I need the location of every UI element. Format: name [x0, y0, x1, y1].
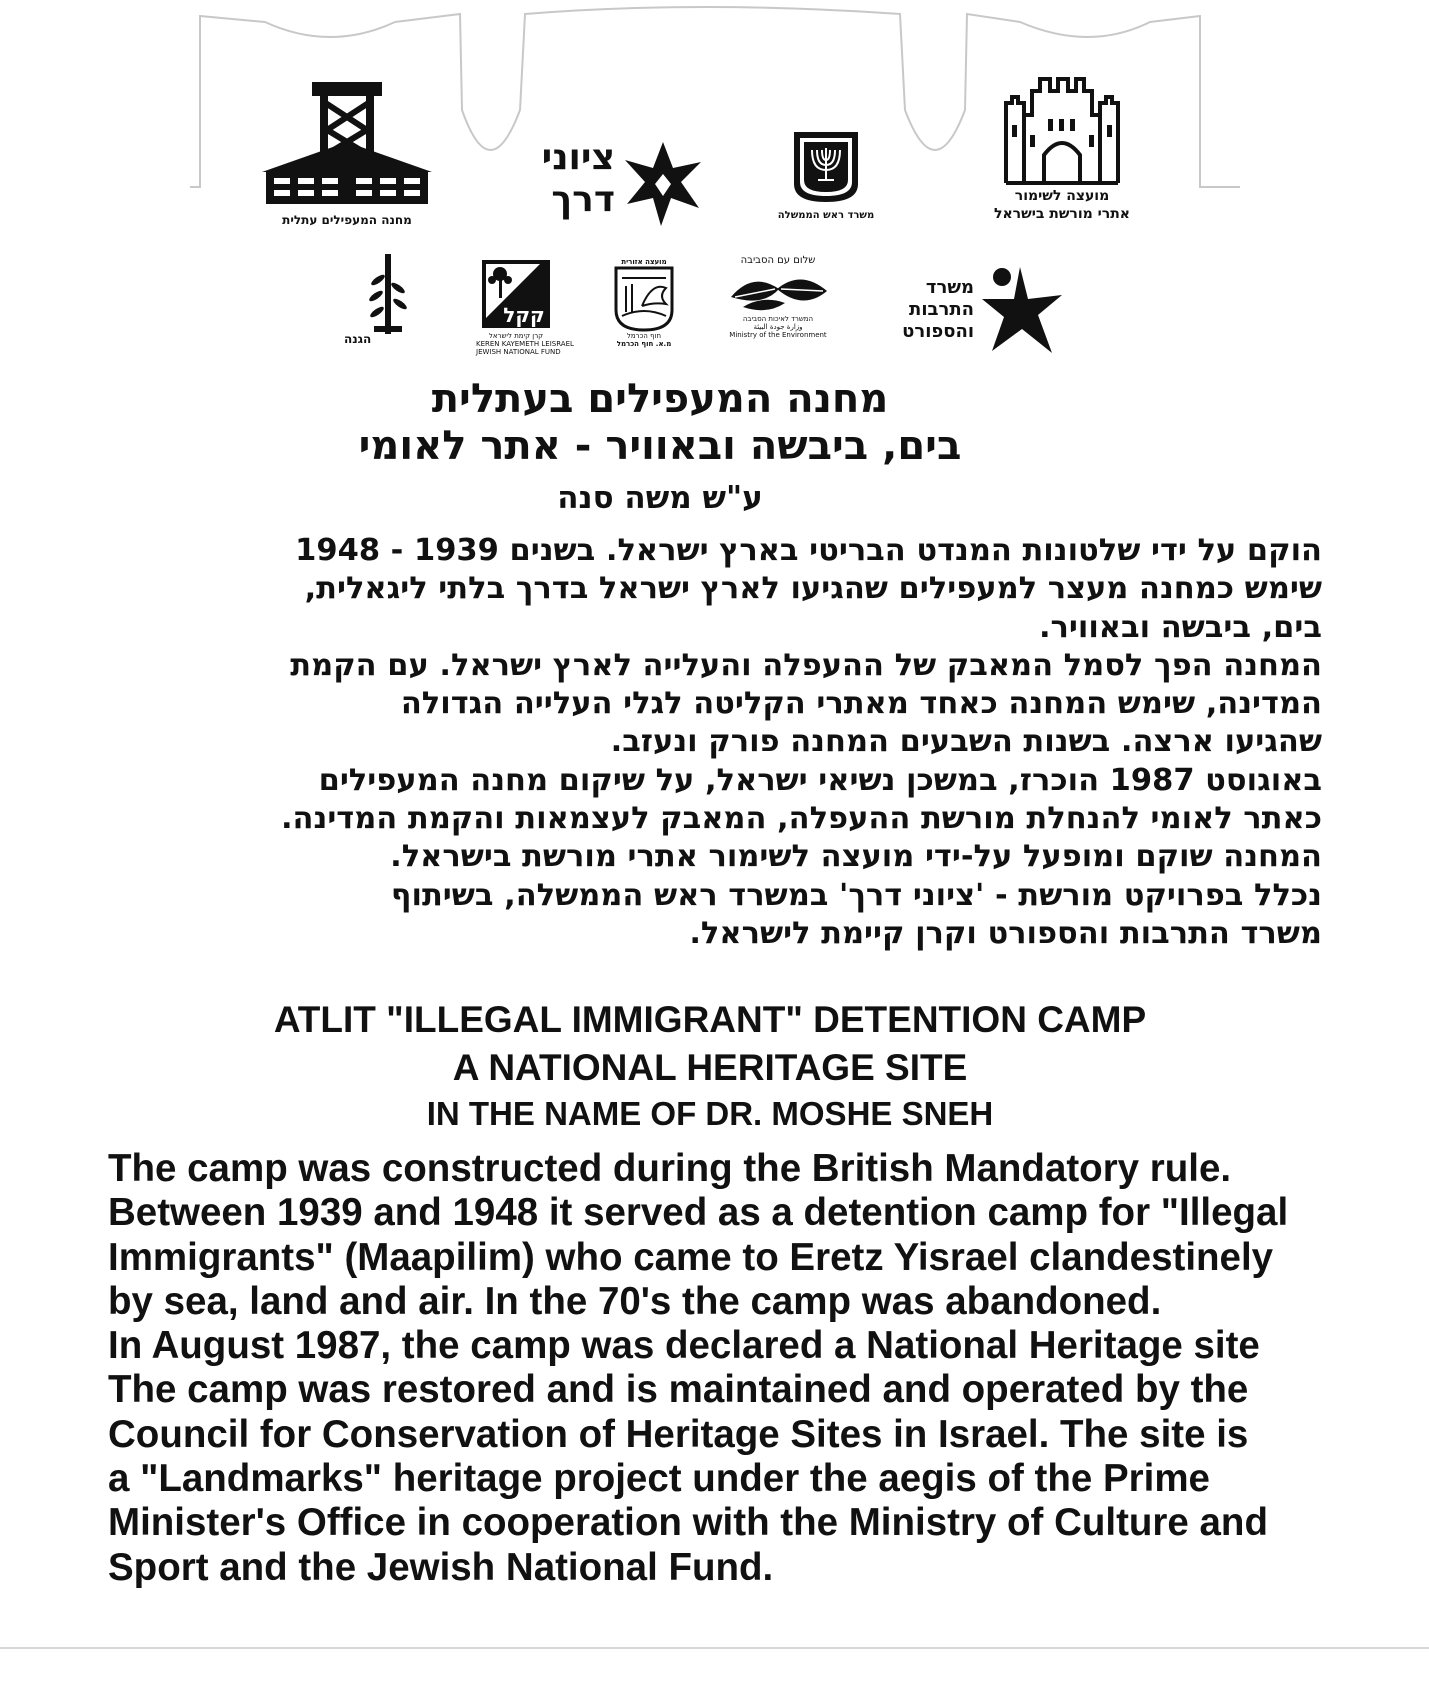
english-body-line: a "Landmarks" heritage project under the aegis of the Prime [108, 1457, 1210, 1501]
heritage-council-line2: אתרי מורשת בישראל [994, 206, 1130, 222]
hof-carmel-top: מועצה אזורית [621, 258, 667, 266]
environment-ministry-logo [718, 255, 838, 339]
kkl-caption1: קרן קימת לישראל [488, 332, 544, 340]
environment-top: שלום עם הסביבה [740, 255, 816, 266]
hebrew-body-line: המחנה שוקם ומופעל על-ידי מועצה לשימור אתרי מורשת בישראל. [390, 839, 1322, 875]
culture-sport-ministry-logo [892, 265, 1067, 355]
english-title-line3: IN THE NAME OF DR. MOSHE SNEH [426, 1095, 994, 1132]
hebrew-body-line: המדינה, שימש המחנה כאחד מאתרי הקליטה לגלי העלייה הגדולה [400, 686, 1322, 722]
leaves-dove-icon [723, 267, 833, 315]
hof-carmel-inner: חוף הכרמל [626, 332, 662, 340]
hebrew-body-line: נכלל בפרויקט מורשת - 'ציוני דרך' במשרד ראש הממשלה, בשיתוף [390, 877, 1322, 913]
watchtower-icon [262, 80, 432, 205]
english-body-line: The camp was constructed during the British Mandatory rule. [108, 1147, 1232, 1190]
haganah-caption: הגנה [344, 332, 372, 346]
hof-carmel-caption: מ.א. חוף הכרמל [616, 340, 672, 348]
english-title-line2: A NATIONAL HERITAGE SITE [452, 1047, 968, 1088]
culture-sport-line1: משרד [925, 277, 974, 298]
english-body-line: Between 1939 and 1948 it served as a detention camp for "Illegal [108, 1191, 1289, 1235]
kkl-letters: קקל [503, 303, 545, 327]
atlit-camp-logo [262, 80, 432, 227]
sword-olive-branch-icon [358, 250, 418, 345]
landmarks-line1: ציוני [541, 137, 615, 178]
hebrew-title-line1: מחנה המעפילים בעתלית [431, 376, 889, 422]
english-body [108, 1147, 1338, 1590]
hebrew-body-line: שהגיעו ארצה. בשנות השבעים המחנה פורק ונעזב. [610, 724, 1322, 760]
landmarks-logo [535, 138, 705, 228]
hebrew-body-line: באוגוסט 1987 הוכרז, במשכן נשיאי ישראל, על שיקום מחנה המעפילים [318, 762, 1322, 798]
english-title-line1: ATLIT "ILLEGAL IMMIGRANT" DETENTION CAMP [273, 999, 1147, 1040]
kkl-caption2: KEREN KAYEMETH LEISRAEL [476, 340, 574, 348]
menorah-emblem-icon [792, 130, 860, 204]
hebrew-body-line: שימש כמחנה מעצר למעפילים שהגיעו לארץ ישראל בדרך בלתי ליגאלית, [304, 571, 1322, 607]
kkl-logo [476, 258, 574, 356]
culture-sport-line2: התרבות [909, 299, 974, 320]
dancing-star-figure-icon [980, 265, 1066, 357]
english-body-line: Sport and the Jewish National Fund. [108, 1545, 774, 1589]
castle-gate-icon [1002, 75, 1122, 185]
hebrew-body [100, 532, 1322, 953]
kkl-caption3: JEWISH NATIONAL FUND [476, 348, 561, 356]
environment-caption1: המשרד לאיכות הסביבה [742, 315, 814, 323]
hebrew-title-line2: בים, ביבשה ובאוויר - אתר לאומי [358, 423, 962, 469]
environment-caption2: وزارة جودة البيئة [753, 323, 803, 331]
landmarks-line2: דרך [551, 179, 615, 220]
culture-sport-line3: והספורט [902, 321, 974, 342]
kkl-tree-box-icon [480, 258, 552, 330]
hebrew-body-line: משרד התרבות והספורט וקרן קיימת לישראל. [689, 915, 1322, 951]
hebrew-title-line3: ע"ש משה סנה [557, 480, 763, 516]
english-body-line: Council for Conservation of Heritage Sites in Israel. The site is [108, 1412, 1249, 1456]
prime-minister-office-logo [756, 130, 896, 222]
hebrew-body-line: כאתר לאומי להנחלת מורשת ההעפלה, המאבק לעצמאות והקמת המדינה. [280, 801, 1322, 837]
english-body-line: by sea, land and air. In the 70's the camp was abandoned. [108, 1279, 1162, 1323]
environment-caption3: Ministry of the Environment [729, 331, 827, 339]
atlit-camp-caption: מחנה המעפילים עתלית [282, 213, 412, 227]
hof-carmel-emblem-icon [608, 266, 680, 332]
heritage-council-logo [972, 75, 1152, 223]
hof-carmel-logo [604, 258, 684, 348]
prime-minister-caption: משרד ראש הממשלה [777, 210, 875, 221]
hebrew-body-line: הוקם על ידי שלטונות המנדט הבריטי בארץ ישראל. בשנים 1939 - 1948 [295, 533, 1322, 568]
hebrew-body-line: בים, ביבשה ובאוויר. [1038, 609, 1322, 645]
haganah-logo [344, 250, 428, 346]
star-figure-icon [621, 138, 705, 228]
english-body-line: The camp was restored and is maintained and operated by the [108, 1368, 1249, 1412]
hebrew-body-line: המחנה הפך לסמל המאבק של ההעפלה והעלייה לארץ ישראל. עם הקמת [290, 647, 1322, 683]
english-body-line: Minister's Office in cooperation with the Ministry of Culture and [108, 1501, 1268, 1545]
english-body-line: In August 1987, the camp was declared a National Heritage site [108, 1324, 1260, 1368]
english-body-line: Immigrants" (Maapilim) who came to Eretz Yisrael clandestinely [108, 1235, 1274, 1279]
heritage-council-line1: מועצה לשימור [1014, 188, 1110, 204]
